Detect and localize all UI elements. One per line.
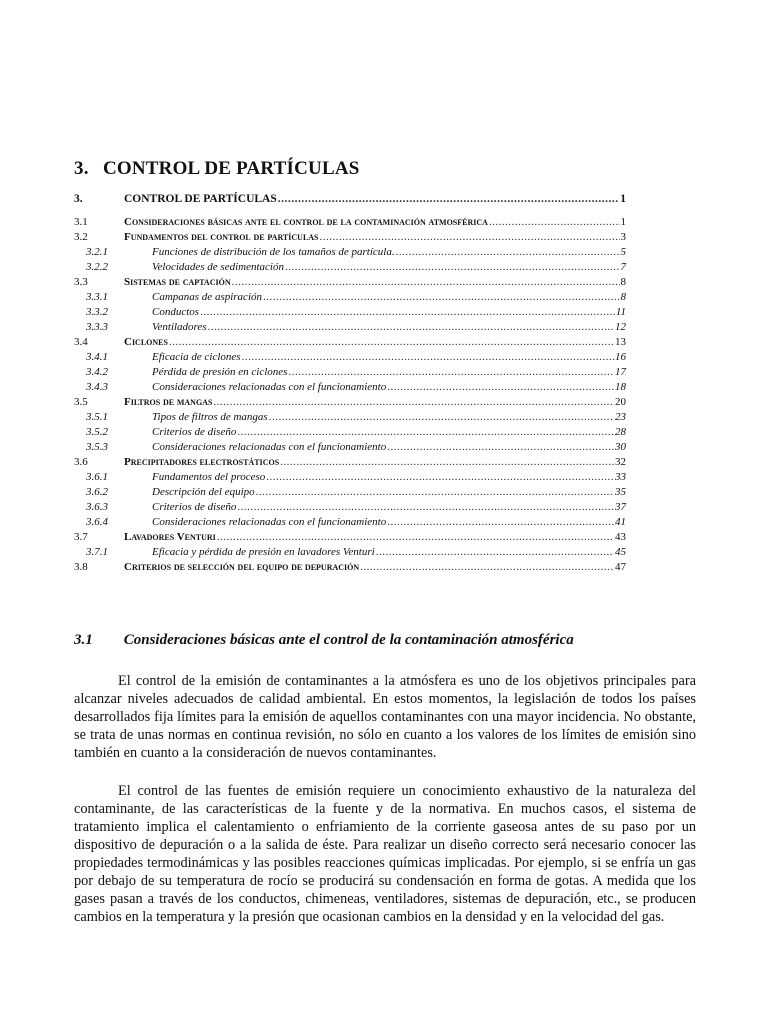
toc-entry[interactable] xyxy=(74,320,626,335)
toc-entry-number: 3.3.1 xyxy=(86,291,108,303)
toc-entry-number: 3.6.2 xyxy=(86,486,108,498)
toc-dot-leader xyxy=(396,245,620,260)
toc-dot-leader xyxy=(269,410,614,425)
toc-entry-page: 32 xyxy=(615,456,626,468)
toc-entry-number: 3.4.2 xyxy=(86,366,108,378)
toc-entry-title: Eficacia y pérdida de presión en lavadores Venturi xyxy=(152,546,375,558)
table-of-contents xyxy=(74,192,626,575)
toc-entry[interactable] xyxy=(74,245,626,260)
toc-entry-title: Campanas de aspiración xyxy=(152,291,262,303)
toc-entry[interactable] xyxy=(74,290,626,305)
toc-entry-title: Descripción del equipo xyxy=(152,486,255,498)
toc-entry-page: 1 xyxy=(620,216,626,228)
toc-entry-page: 41 xyxy=(615,516,626,528)
toc-entry-number: 3.8 xyxy=(74,561,88,573)
toc-entry[interactable] xyxy=(74,500,626,515)
toc-entry[interactable] xyxy=(74,470,626,485)
toc-entry-page: 30 xyxy=(615,441,626,453)
chapter-title xyxy=(74,158,360,180)
toc-entry-page: 23 xyxy=(615,411,626,423)
toc-entry-page: 28 xyxy=(615,426,626,438)
toc-entry-page: 8 xyxy=(620,291,626,303)
toc-entry-page: 12 xyxy=(615,321,626,333)
toc-entry-title: Filtros de mangas xyxy=(124,396,213,408)
toc-entry-page: 45 xyxy=(615,546,626,558)
toc-entry[interactable] xyxy=(74,350,626,365)
toc-entry[interactable] xyxy=(74,425,626,440)
toc-dot-leader xyxy=(280,455,614,470)
toc-entry-title: Lavadores Venturi xyxy=(124,531,216,543)
toc-entry-number: 3.4.1 xyxy=(86,351,108,363)
toc-entry[interactable] xyxy=(74,530,626,545)
toc-dot-leader xyxy=(169,335,614,350)
toc-dot-leader xyxy=(387,515,614,530)
toc-dot-leader xyxy=(489,215,620,230)
toc-entry-title: Tipos de filtros de mangas xyxy=(152,411,268,423)
toc-dot-leader xyxy=(278,192,620,207)
toc-entry-number: 3.3.3 xyxy=(86,321,108,333)
toc-entry[interactable] xyxy=(74,335,626,350)
toc-entry-number: 3. xyxy=(74,193,83,205)
toc-dot-leader xyxy=(213,395,614,410)
toc-entry[interactable] xyxy=(74,365,626,380)
toc-entry-number: 3.2.2 xyxy=(86,261,108,273)
toc-dot-leader xyxy=(237,500,614,515)
toc-entry-page: 20 xyxy=(615,396,626,408)
toc-entry-page: 1 xyxy=(620,193,626,205)
toc-dot-leader xyxy=(256,485,614,500)
toc-dot-leader xyxy=(376,545,614,560)
toc-entry-number: 3.6.4 xyxy=(86,516,108,528)
toc-dot-leader xyxy=(237,425,614,440)
section-heading xyxy=(74,632,574,649)
toc-entry[interactable] xyxy=(74,485,626,500)
toc-entry-page: 11 xyxy=(615,306,626,318)
toc-entry-page: 7 xyxy=(620,261,626,273)
toc-entry-page: 43 xyxy=(615,531,626,543)
toc-entry[interactable] xyxy=(74,215,626,230)
section-body xyxy=(74,672,696,946)
toc-dot-leader xyxy=(285,260,620,275)
section-number: 3.1 xyxy=(74,632,93,648)
toc-entry[interactable] xyxy=(74,192,626,210)
chapter-title-text: CONTROL DE PARTÍCULAS xyxy=(102,158,360,179)
toc-entry-number: 3.6.1 xyxy=(86,471,108,483)
toc-entry-title: Consideraciones relacionadas con el funcionamiento xyxy=(152,381,387,393)
toc-entry-page: 18 xyxy=(615,381,626,393)
toc-entry-title: Conductos xyxy=(152,306,200,318)
toc-dot-leader xyxy=(208,320,614,335)
toc-entry-number: 3.5.2 xyxy=(86,426,108,438)
toc-entry-page: 13 xyxy=(615,336,626,348)
toc-entry-number: 3.4.3 xyxy=(86,381,108,393)
toc-entry-number: 3.3 xyxy=(74,276,88,288)
toc-entry[interactable] xyxy=(74,515,626,530)
toc-entry-title: Criterios de diseño xyxy=(152,426,237,438)
body-paragraph: El control de la emisión de contaminantes a la atmósfera es uno de los objetivos principales para alcanzar niveles adecuados de calidad ambiental. En estos momentos, la legislación de todos los países desarrollados fija límites para la emisión de aquellos contaminantes con una mayor incidencia. No obstante, se trata de unas normas en continua revisión, no sólo en cuanto a los valores de los límites de emisión sino también en cuanto a la consideración de nuevos contaminantes. xyxy=(74,673,696,761)
toc-entry-title: Ciclones xyxy=(124,336,168,348)
toc-dot-leader xyxy=(387,380,614,395)
toc-entry-title: Sistemas de captación xyxy=(124,276,231,288)
toc-dot-leader xyxy=(320,230,620,245)
toc-entry-number: 3.5.1 xyxy=(86,411,108,423)
toc-entry-page: 3 xyxy=(620,231,626,243)
toc-dot-leader xyxy=(200,305,615,320)
toc-entry-number: 3.6 xyxy=(74,456,88,468)
toc-entry-title: Consideraciones relacionadas con el funcionamiento xyxy=(152,441,387,453)
toc-entry-page: 37 xyxy=(615,501,626,513)
toc-entry[interactable] xyxy=(74,560,626,575)
toc-dot-leader xyxy=(263,290,620,305)
toc-entry-number: 3.2.1 xyxy=(86,246,108,258)
toc-entry-number: 3.7 xyxy=(74,531,88,543)
toc-entry[interactable] xyxy=(74,380,626,395)
toc-entry-number: 3.1 xyxy=(74,216,88,228)
toc-entry-page: 8 xyxy=(620,276,626,288)
toc-entry-title: Consideraciones básicas ante el control de la contaminación atmosférica xyxy=(124,216,488,228)
toc-entry-title: Fundamentos del control de partículas xyxy=(124,231,319,243)
toc-dot-leader xyxy=(242,350,614,365)
toc-entry[interactable] xyxy=(74,275,626,290)
toc-entry[interactable] xyxy=(74,545,626,560)
toc-entry-number: 3.6.3 xyxy=(86,501,108,513)
toc-dot-leader xyxy=(387,440,614,455)
toc-entry-page: 33 xyxy=(615,471,626,483)
toc-entry-title: Eficacia de ciclones xyxy=(152,351,241,363)
toc-entry-page: 5 xyxy=(620,246,626,258)
toc-entry[interactable] xyxy=(74,440,626,455)
toc-dot-leader xyxy=(266,470,614,485)
toc-dot-leader xyxy=(288,365,614,380)
toc-entry-title: Pérdida de presión en ciclones xyxy=(152,366,288,378)
toc-entry-page: 35 xyxy=(615,486,626,498)
toc-entry[interactable] xyxy=(74,260,626,275)
toc-entry-title: Precipitadores electrostáticos xyxy=(124,456,280,468)
chapter-number: 3. xyxy=(74,158,89,179)
toc-entry[interactable] xyxy=(74,230,626,245)
toc-entry[interactable] xyxy=(74,305,626,320)
toc-entry-page: 47 xyxy=(615,561,626,573)
toc-entry[interactable] xyxy=(74,455,626,470)
toc-entry-number: 3.5 xyxy=(74,396,88,408)
toc-dot-leader xyxy=(232,275,620,290)
toc-dot-leader xyxy=(360,560,614,575)
toc-entry-title: CONTROL DE PARTÍCULAS xyxy=(124,193,277,205)
toc-entry[interactable] xyxy=(74,410,626,425)
toc-entry[interactable] xyxy=(74,395,626,410)
toc-entry-title: Fundamentos del proceso xyxy=(152,471,266,483)
toc-entry-title: Consideraciones relacionadas con el funcionamiento xyxy=(152,516,387,528)
section-title: Consideraciones básicas ante el control de la contaminación atmosférica xyxy=(123,632,574,648)
toc-dot-leader xyxy=(217,530,614,545)
toc-entry-number: 3.4 xyxy=(74,336,88,348)
toc-entry-number: 3.3.2 xyxy=(86,306,108,318)
toc-entry-title: Criterios de diseño xyxy=(152,501,237,513)
toc-entry-title: Criterios de selección del equipo de depuración xyxy=(124,561,360,573)
toc-entry-title: Funciones de distribución de los tamaños de partícula. xyxy=(152,246,395,258)
toc-entry-page: 16 xyxy=(615,351,626,363)
toc-entry-number: 3.5.3 xyxy=(86,441,108,453)
toc-entry-number: 3.7.1 xyxy=(86,546,108,558)
body-paragraph: El control de las fuentes de emisión requiere un conocimiento exhaustivo de la naturaleza del contaminante, de las características de la fuente y de la normativa. En muchos casos, el sistema de tratamiento implica el calentamiento o enfriamiento de la corriente gaseosa antes de su paso por un dispositivo de depuración o a la salida de éste. Para realizar un diseño correcto será necesario conocer las propiedades termodinámicas y las posibles reacciones químicas implicadas. Por ejemplo, si se enfría un gas por debajo de su temperatura de rocío se producirá su condensación en forma de gotas. A medida que los gases pasan a través de los conductos, chimeneas, ventiladores, sistemas de depuración, etc., se producen cambios en la temperatura y la presión que ocasionan cambios en la densidad y en la velocidad del gas. xyxy=(74,783,696,925)
toc-entry-page: 17 xyxy=(615,366,626,378)
toc-entry-number: 3.2 xyxy=(74,231,88,243)
toc-entry-title: Velocidades de sedimentación xyxy=(152,261,284,273)
toc-entry-title: Ventiladores xyxy=(152,321,207,333)
